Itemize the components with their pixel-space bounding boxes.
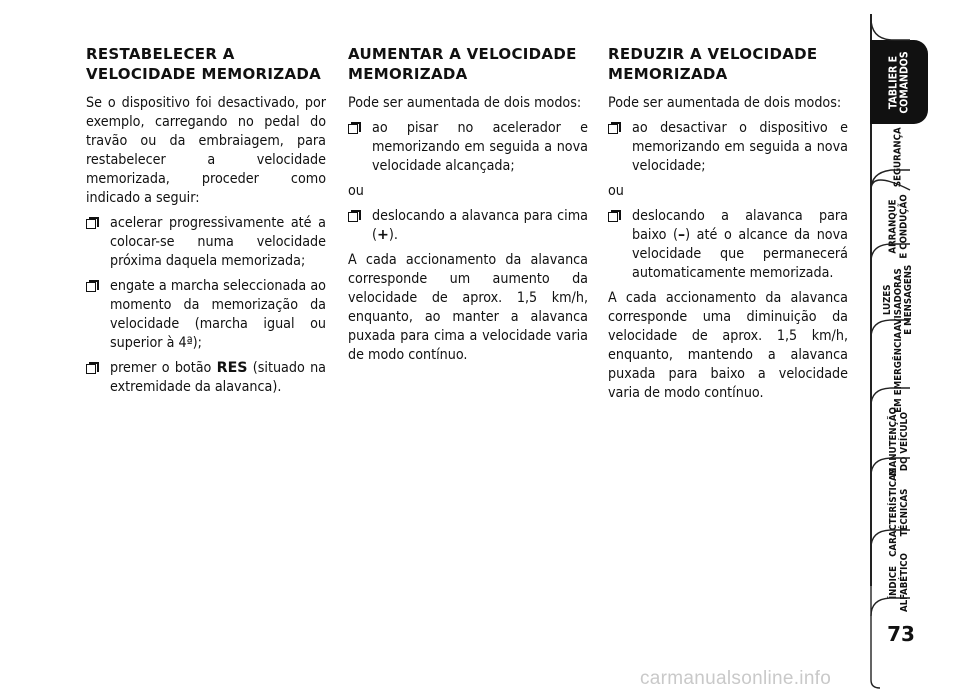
tab-indice-alfabetico[interactable]: ÍNDICE ALFABÉTICO [887,552,909,612]
tab-tablier-e-comandos[interactable]: TABLIER E COMANDOS [870,40,928,124]
paragraph: Pode ser aumentada de dois modos: [348,95,582,111]
list-item: deslocando a alavanca para baixo (–) até o alcance da nova velocidade que permanecerá automaticamente memorizada. [608,207,848,283]
section-title: AUMENTAR A VELOCIDADE MEMORIZADA [348,45,577,83]
page-number: 73 [887,622,915,646]
bullet-list [86,214,326,397]
checkbox-bullet-icon [86,218,97,229]
bullet-list [608,207,848,283]
minus-symbol: – [678,227,686,243]
or-text: ou [608,183,624,199]
paragraph: Pode ser aumentada de dois modos: [608,95,842,111]
column-restabelecer [86,44,326,403]
list-item: ao pisar no acelerador e memorizando em seguida a nova velocidade alcançada; [348,119,588,176]
res-button-label: RES [216,360,248,376]
watermark: carmanualsonline.info [640,668,832,689]
paragraph: A cada accionamento da alavanca corresponde um aumento da velocidade de aprox. 1,5 km/h, enquanto, ao manter a alavanca puxada para cima a velocidade varia de modo contínuo. [348,252,588,363]
list-item: ao desactivar o dispositivo e memorizando em seguida a nova velocidade; [608,119,848,176]
bullet-list [348,207,588,245]
tab-caracteristicas-tecnicas[interactable]: CARACTERÍSTICAS TÉCNICAS [887,467,910,557]
checkbox-bullet-icon [608,211,619,222]
paragraph: A cada accionamento da alavanca corresponde uma diminuição da velocidade de aprox. 1,5 km/h, enquanto, mantendo a alavanca puxada para baixo a velocidade varia de modo contínuo. [608,290,848,401]
paragraph: Se o dispositivo foi desactivado, por exemplo, carregando no pedal do travão ou da embraiagem, para restabelecer a velocidade memorizada, proceder como indicado a seguir: [86,95,326,206]
section-title: RESTABELECER A VELOCIDADE MEMORIZADA [86,45,322,83]
list-item: engate a marcha seleccionada ao momento da memorização da velocidade (marcha igual ou superior à 4ª); [86,277,326,353]
tab-separators [870,0,930,692]
checkbox-bullet-icon [608,123,619,134]
checkbox-bullet-icon [348,123,359,134]
tab-seguranca[interactable]: SEGURANÇA [892,127,904,187]
tab-em-emergencia[interactable]: EM EMERGÊNCIA [892,331,904,413]
column-reduzir [608,44,848,409]
checkbox-bullet-icon [86,281,97,292]
checkbox-bullet-icon [348,211,359,222]
tab-arranque-e-conducao[interactable]: ARRANQUE E CONDUÇÃO [887,193,910,259]
chapter-tabs [870,0,960,692]
tab-luzes-avisadoras[interactable]: LUZES AVISADORAS E MENSAGENS [882,265,915,335]
list-item: acelerar progressivamente até a colocar-se numa velocidade próxima daquela memorizada; [86,214,326,271]
list-item: premer o botão RES (situado na extremidade da alavanca). [86,359,326,397]
bullet-list [608,119,848,176]
checkbox-bullet-icon [86,363,97,374]
or-text: ou [348,183,364,199]
plus-symbol: + [376,227,389,243]
column-aumentar [348,44,588,371]
section-title: REDUZIR A VELOCIDADE MEMORIZADA [608,45,818,83]
bullet-list [348,119,588,176]
tab-manutencao-do-veiculo[interactable]: MANUTENÇÃO DO VEÍCULO [887,406,909,476]
list-item: deslocando a alavanca para cima (+). [348,207,588,245]
